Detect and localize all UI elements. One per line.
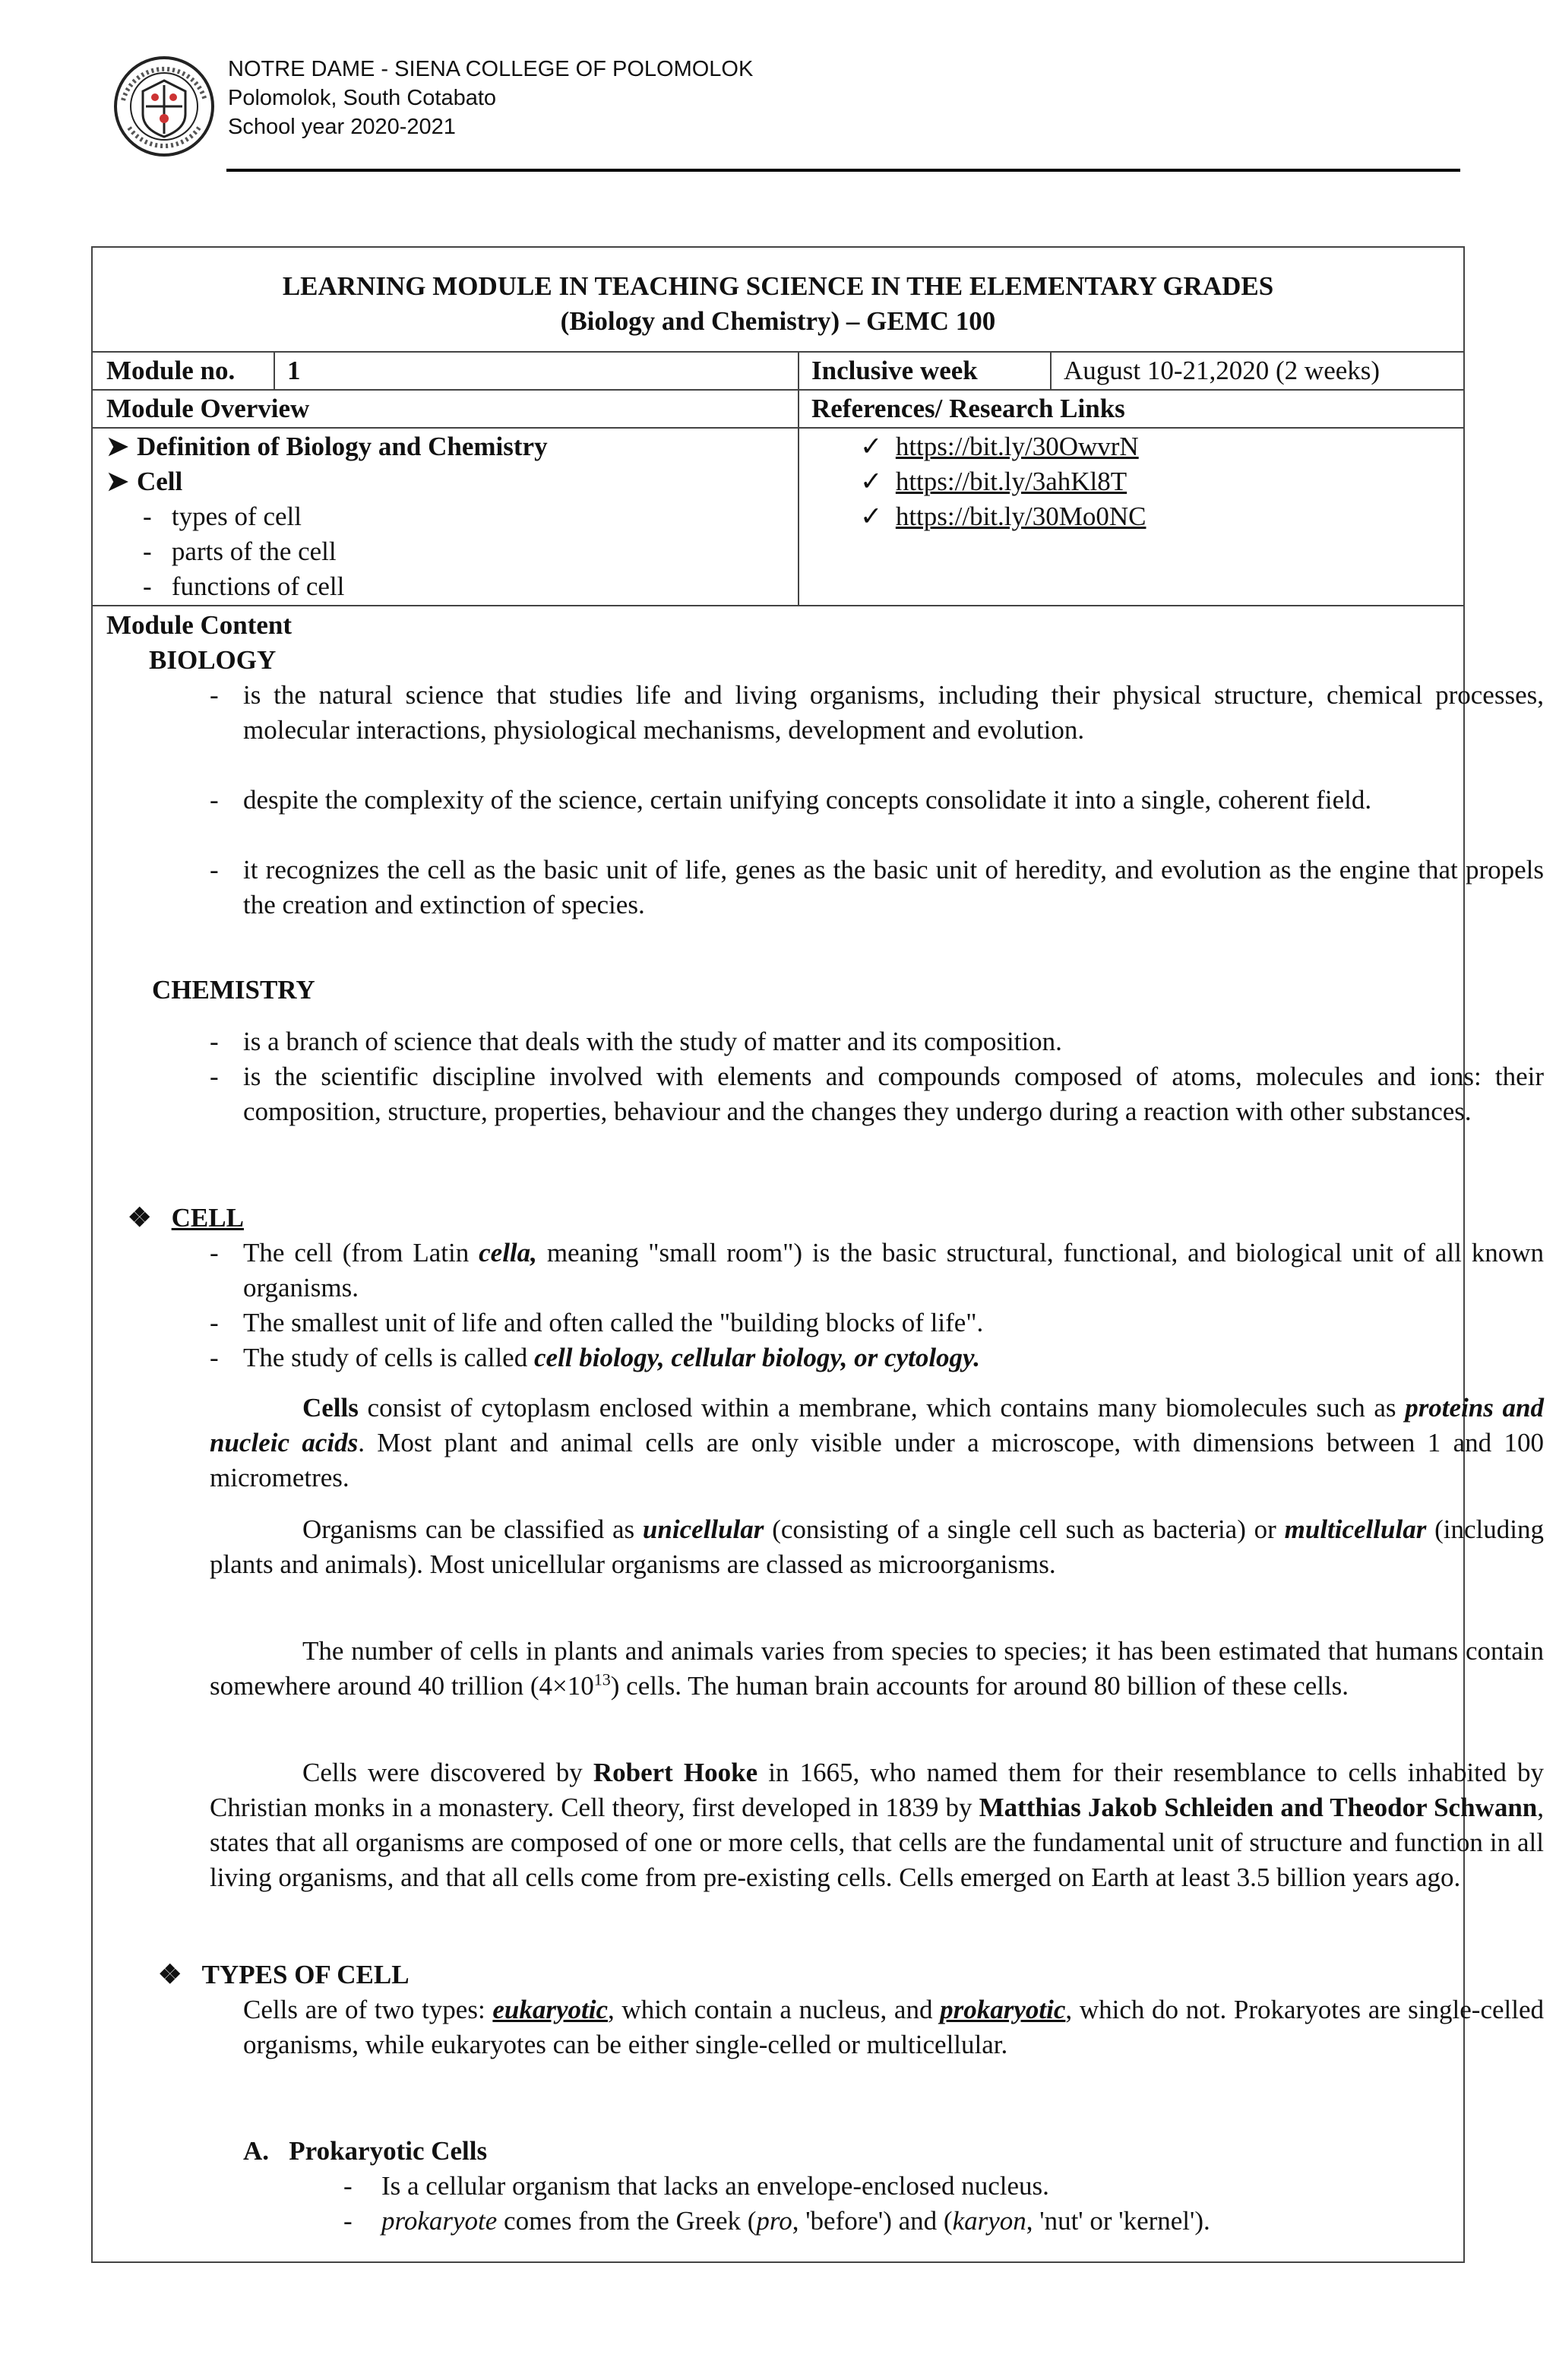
inclusive-week-value: August 10-21,2020 (2 weeks) bbox=[1064, 356, 1380, 385]
dash-bullet: - bbox=[343, 2171, 353, 2201]
chemistry-point: is a branch of science that deals with the study of matter and its composition. bbox=[243, 1027, 1062, 1056]
dash-bullet: - bbox=[210, 1238, 219, 1268]
divider bbox=[1050, 351, 1052, 389]
school-name: NOTRE DAME - SIENA COLLEGE OF POLOMOLOK bbox=[228, 57, 754, 81]
dash-bullet: - bbox=[343, 2206, 353, 2236]
cell-paragraph: Organisms can be classified as unicellular (consisting of a single cell such as bacteria) or multicellular (including plants and animals). Most unicellular organisms are classed as microorganisms. bbox=[210, 1514, 1544, 1579]
checkmark-icon: ✓ bbox=[860, 467, 883, 496]
overview-item: ➤ Cell bbox=[106, 465, 182, 498]
diamond-bullet-icon: ❖ bbox=[128, 1203, 152, 1233]
cell-point: The study of cells is called cell biology, cellular biology, or cytology. bbox=[243, 1343, 981, 1372]
dash-bullet: - bbox=[210, 1062, 219, 1091]
dash-bullet: - bbox=[210, 1308, 219, 1337]
inclusive-week-label: Inclusive week bbox=[811, 356, 978, 385]
college-seal-logo bbox=[112, 55, 216, 158]
school-year: School year 2020-2021 bbox=[228, 115, 456, 139]
cell-paragraph: Cells consist of cytoplasm enclosed within a membrane, which contains many biomolecules such as proteins and nucleic acids. Most plant and animal cells are only visible under a microscope, with dimensions between 1 and 100 micrometres. bbox=[210, 1393, 1545, 1492]
reference-link[interactable]: https://bit.ly/30Mo0NC bbox=[895, 502, 1146, 531]
divider bbox=[798, 351, 799, 605]
divider bbox=[274, 351, 275, 389]
chemistry-heading: CHEMISTRY bbox=[152, 975, 315, 1005]
cell-paragraph: The number of cells in plants and animals varies from species to species; it has been estimated that humans contain somewhere around 40 trillion $(4\times 10^{13})$ cells. The human brain accounts for around 80 billion of these cells. bbox=[210, 1636, 1544, 1701]
page-header bbox=[106, 53, 1466, 175]
divider bbox=[93, 605, 1463, 606]
arrow-bullet-icon: ➤ bbox=[106, 467, 129, 496]
overview-item: ➤ Definition of Biology and Chemistry bbox=[106, 430, 548, 464]
divider bbox=[93, 351, 1463, 353]
overview-subitem: - functions of cell bbox=[143, 571, 345, 601]
module-number-value: 1 bbox=[287, 356, 301, 385]
module-number-label: Module no. bbox=[106, 356, 236, 385]
types-heading-row bbox=[158, 1957, 410, 1992]
diamond-bullet-icon: ❖ bbox=[158, 1960, 182, 1989]
dash-bullet: - bbox=[210, 855, 219, 885]
cell-paragraph: Cells were discovered by Robert Hooke in 1665, who named them for their resemblance to cells inhabited by Christian monks in a monastery. Cell theory, first developed in 1839 by Matthias Jakob Schleiden and Theodor Schwann, states that all organisms are composed of one or more cells, that cells are the fundamental unit of structure and function in all living organisms, and that all cells come from pre-existing cells. Cells emerged on Earth at least 3.5 billion years ago. bbox=[210, 1758, 1544, 1892]
reference-link[interactable]: https://bit.ly/30OwvrN bbox=[895, 432, 1139, 461]
module-box bbox=[91, 246, 1545, 2263]
checkmark-icon: ✓ bbox=[860, 502, 883, 531]
reference-link-row bbox=[860, 430, 1139, 464]
divider bbox=[93, 427, 1463, 429]
checkmark-icon: ✓ bbox=[860, 432, 883, 461]
dash-bullet: - bbox=[210, 785, 219, 815]
header-divider bbox=[226, 169, 1460, 172]
cell-point: The cell (from Latin cella, meaning "small room") is the basic structural, functional, and biological unit of all known organisms. bbox=[243, 1238, 1545, 1302]
prokaryotic-point: prokaryote comes from the Greek (pro, 'before') and (karyon, 'nut' or 'kernel'). bbox=[381, 2206, 1210, 2236]
types-paragraph: Cells are of two types: eukaryotic, which contain a nucleus, and prokaryotic, which do not. Prokaryotes are single-celled organisms, while eukaryotes can be either single-celled or multicellular. bbox=[243, 1995, 1544, 2059]
overview-subitem: - types of cell bbox=[143, 502, 302, 531]
types-heading: TYPES OF CELL bbox=[201, 1960, 410, 1989]
biology-point: despite the complexity of the science, certain unifying concepts consolidate it into a single, coherent field. bbox=[243, 785, 1372, 815]
cell-heading-row bbox=[128, 1201, 244, 1236]
title-line-1: LEARNING MODULE IN TEACHING SCIENCE IN THE ELEMENTARY GRADES bbox=[282, 271, 1274, 301]
biology-point: is the natural science that studies life and living organisms, including their physical structure, chemical processes, molecular interactions, physiological mechanisms, development and evolution. bbox=[243, 680, 1544, 745]
divider bbox=[93, 389, 1463, 391]
cell-point: The smallest unit of life and often called the "building blocks of life". bbox=[243, 1308, 984, 1337]
biology-heading: BIOLOGY bbox=[149, 645, 277, 675]
title-line-2: (Biology and Chemistry) – GEMC 100 bbox=[560, 306, 996, 336]
overview-subitem: - parts of the cell bbox=[143, 536, 337, 566]
school-location: Polomolok, South Cotabato bbox=[228, 86, 497, 110]
reference-link-row bbox=[860, 465, 1127, 498]
prokaryotic-subheading: A. Prokaryotic Cells bbox=[243, 2136, 488, 2166]
dash-bullet: - bbox=[210, 1027, 219, 1056]
references-label: References/ Research Links bbox=[811, 394, 1125, 423]
chemistry-point: is the scientific discipline involved with elements and compounds composed of atoms, molecules and ions: their composition, structure, properties, behaviour and the changes they undergo during a reaction with other substances. bbox=[243, 1062, 1544, 1126]
module-overview-label: Module Overview bbox=[106, 394, 310, 423]
arrow-bullet-icon: ➤ bbox=[106, 432, 129, 461]
reference-link-row bbox=[860, 500, 1146, 533]
biology-point: it recognizes the cell as the basic unit of life, genes as the basic unit of heredity, and evolution as the engine that propels the creation and extinction of species. bbox=[243, 855, 1544, 919]
prokaryotic-point: Is a cellular organism that lacks an envelope-enclosed nucleus. bbox=[381, 2171, 1049, 2201]
module-content-label: Module Content bbox=[106, 610, 293, 640]
dash-bullet: - bbox=[210, 1343, 219, 1372]
cell-heading: CELL bbox=[171, 1203, 244, 1233]
module-title bbox=[93, 269, 1463, 339]
reference-link[interactable]: https://bit.ly/3ahKl8T bbox=[895, 467, 1127, 496]
dash-bullet: - bbox=[210, 680, 219, 710]
